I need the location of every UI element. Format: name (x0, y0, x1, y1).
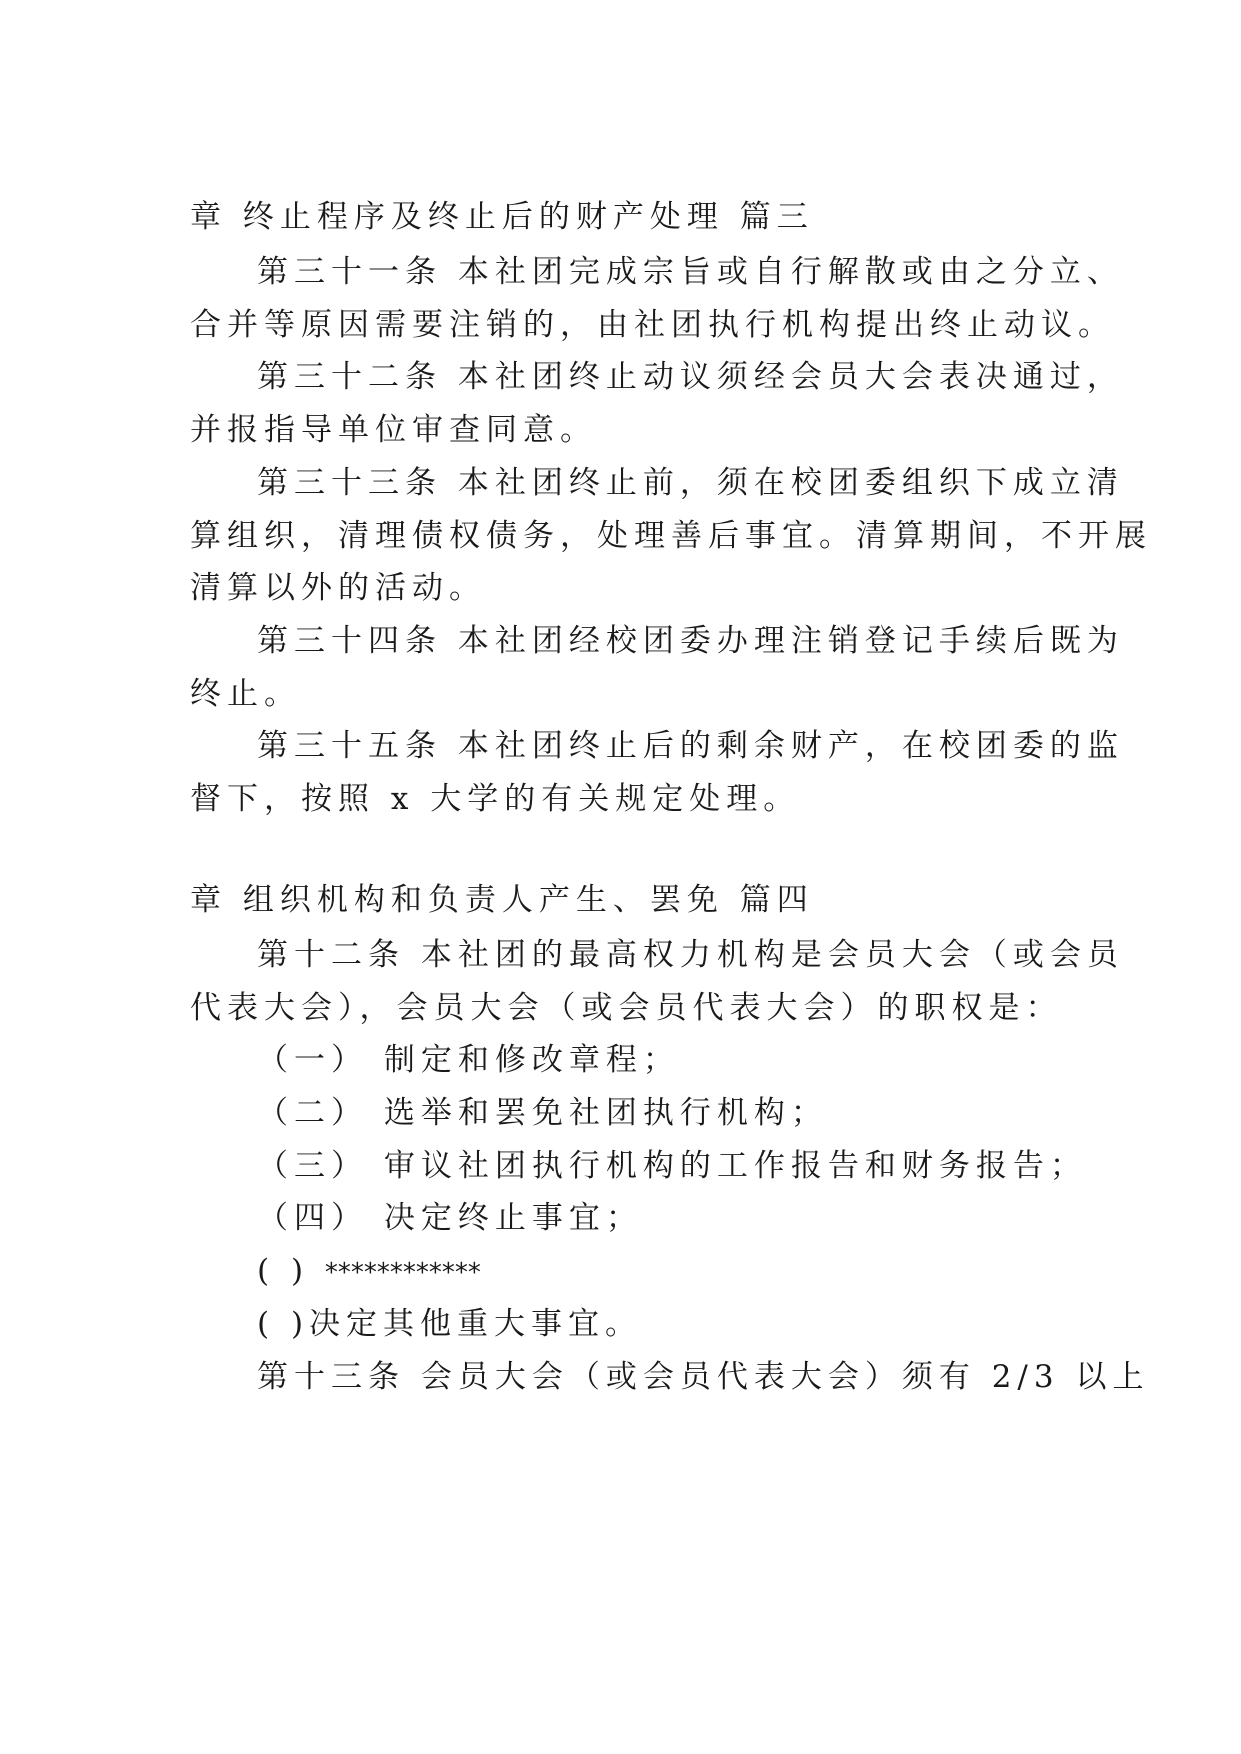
article-31-line-1: 第三十一条 本社团完成宗旨或自行解散或由之分立、 (257, 254, 1124, 290)
list-item: （四） 决定终止事宜； (257, 1200, 643, 1236)
list-item: （一） 制定和修改章程； (257, 1042, 680, 1078)
article-31-line-2: 合并等原因需要注销的，由社团执行机构提出终止动议。 (190, 307, 1115, 343)
article-35-line-1: 第三十五条 本社团终止后的剩余财产，在校团委的监 (257, 728, 1124, 764)
article-34-line-1: 第三十四条 本社团经校团委办理注销登记手续后既为 (257, 623, 1124, 659)
article-12-line-1: 第十二条 本社团的最高权力机构是会员大会（或会员 (257, 937, 1124, 973)
list-item: ( )决定其他重大事宜。 (257, 1306, 643, 1342)
article-32-line-1: 第三十二条 本社团终止动议须经会员大会表决通过， (257, 359, 1124, 395)
article-32-line-2: 并报指导单位审查同意。 (190, 412, 597, 448)
section3-heading: 章 终止程序及终止后的财产处理 篇三 (190, 199, 814, 235)
article-33-line-1: 第三十三条 本社团终止前，须在校团委组织下成立清 (257, 465, 1124, 501)
list-item: （三） 审议社团执行机构的工作报告和财务报告； (257, 1148, 1087, 1184)
section4-heading: 章 组织机构和负责人产生、罢免 篇四 (190, 882, 814, 918)
list-item-paren: ( ) (257, 1253, 310, 1289)
article-13-line-1: 第十三条 会员大会（或会员代表大会）须有 2/3 以上 (257, 1359, 1150, 1395)
article-12-line-2: 代表大会），会员大会（或会员代表大会）的职权是： (190, 990, 1063, 1026)
article-34-line-2: 终止。 (190, 676, 301, 712)
redacted-text: ************ (324, 1258, 481, 1288)
list-item-redacted (257, 1251, 1050, 1291)
list-item: （二） 选举和罢免社团执行机构； (257, 1095, 828, 1131)
article-35-line-2: 督下，按照 x 大学的有关规定处理。 (190, 781, 801, 817)
article-33-line-2: 算组织，清理债权债务，处理善后事宜。清算期间，不开展 (190, 518, 1152, 554)
article-33-line-3: 清算以外的活动。 (190, 570, 486, 606)
